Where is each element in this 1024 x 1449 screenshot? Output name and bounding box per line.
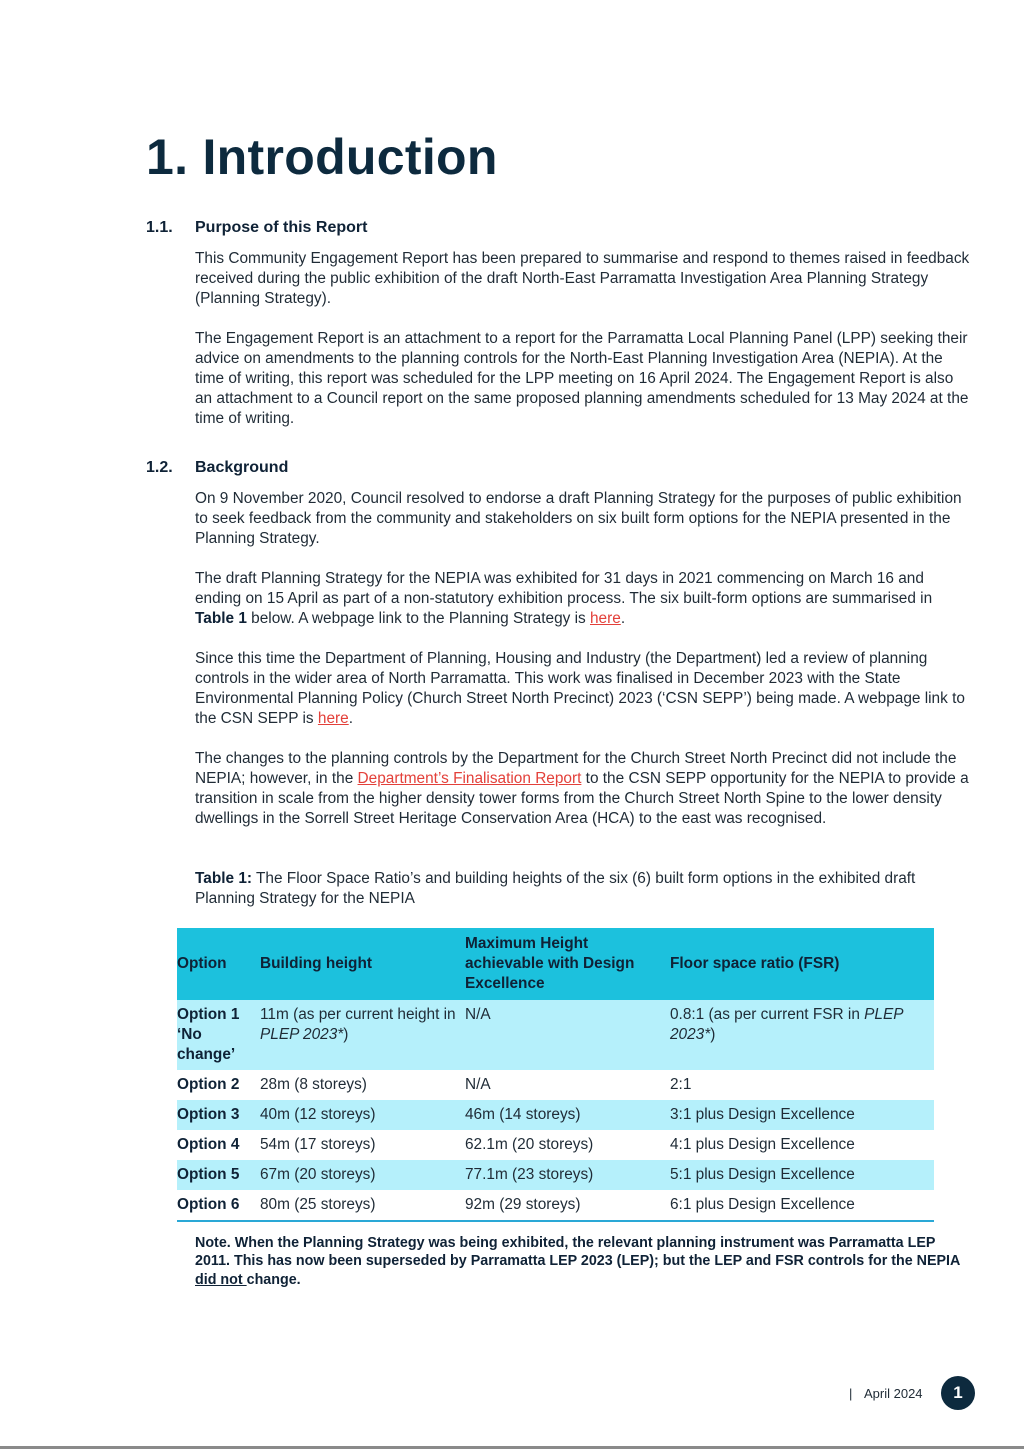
csn-sepp-link[interactable]: here <box>317 709 349 727</box>
header-fsr: Floor space ratio (FSR) <box>670 928 934 1000</box>
footer-separator: | <box>849 1386 853 1401</box>
table-row <box>177 1130 934 1160</box>
page-number-badge: 1 <box>941 1376 975 1410</box>
background-paragraph-1: On 9 November 2020, Council resolved to endorse a draft Planning Strategy for the purposes of public exhibition to seek feedback from the community and stakeholders on six built form options for the NEPIA presented in the Planning Strategy. <box>195 490 962 547</box>
option-cell: Option 2 <box>177 1076 240 1093</box>
option-cell: Option 3 <box>177 1100 260 1130</box>
background-paragraph-4: The changes to the planning controls by the Department for the Church Street North Precinct did not include the NEPIA; however, in the Department’s Finalisation Report to the CSN SEPP opportunity for the NEPIA to provide a transition in scale from the higher density tower forms from the Church Street North Spine to the lower density dwellings in the Sorrell Street Heritage Conservation Area (HCA) to the east was recognised. <box>195 750 969 827</box>
option-cell: Option 1 ‘No change’ <box>177 1000 260 1070</box>
building-height-cell: 11m (as per current height in PLEP 2023*) <box>260 1000 465 1070</box>
purpose-paragraph-2: The Engagement Report is an attachment to a report for the Parramatta Local Planning Panel (LPP) seeking their advice on amendments to the planning controls for the North-East Planning Investigation Area (NEPIA). At the time of writing, this report was scheduled for the LPP meeting on 16 April 2024. The Engagement Report is also an attachment to a Council report on the same proposed planning amendments scheduled for 13 May 2024 at the time of writing. <box>195 330 969 427</box>
fsr-cell: 3:1 plus Design Excellence <box>670 1100 934 1130</box>
table-row <box>177 1190 934 1221</box>
option-cell: Option 6 <box>177 1190 260 1221</box>
table-row <box>177 1100 934 1130</box>
max-height-cell: 46m (14 storeys) <box>465 1100 670 1130</box>
building-height-cell: 80m (25 storeys) <box>260 1190 465 1221</box>
max-height-cell: 62.1m (20 storeys) <box>465 1136 594 1153</box>
header-building-height: Building height <box>260 928 465 1000</box>
option-cell: Option 5 <box>177 1160 260 1190</box>
page-title: 1. Introduction <box>146 129 498 185</box>
section-title-purpose: Purpose of this Report <box>195 219 368 236</box>
building-height-cell: 40m (12 storeys) <box>260 1100 465 1130</box>
building-height-cell: 28m (8 storeys) <box>260 1076 367 1093</box>
max-height-cell: N/A <box>465 1000 670 1070</box>
section-title-background: Background <box>195 459 289 476</box>
max-height-cell: N/A <box>465 1076 491 1093</box>
max-height-cell: 77.1m (23 storeys) <box>465 1160 670 1190</box>
fsr-cell: 5:1 plus Design Excellence <box>670 1160 934 1190</box>
background-paragraph-2: The draft Planning Strategy for the NEPIA was exhibited for 31 days in 2021 commencing on March 16 and ending on 15 April as part of a non-statutory exhibition process. The six built-form options are summarised in Table 1 below. A webpage link to the Planning Strategy is here. <box>195 570 933 627</box>
fsr-cell: 0.8:1 (as per current FSR in PLEP 2023*) <box>670 1000 934 1070</box>
section-number-purpose: 1.1. <box>146 219 173 236</box>
fsr-cell: 4:1 plus Design Excellence <box>670 1136 855 1153</box>
building-height-cell: 54m (17 storeys) <box>260 1136 376 1153</box>
table-header-row <box>177 928 934 1000</box>
table-caption-label: Table 1: <box>195 870 253 887</box>
header-max-height: Maximum Height achievable with Design Excellence <box>465 928 670 1000</box>
table-note: Note. When the Planning Strategy was being exhibited, the relevant planning instrument was Parramatta LEP 2011. This has now been superseded by Parramatta LEP 2023 (LEP); but the LEP and FSR controls for the NEPIA did not change. <box>195 1235 960 1288</box>
purpose-paragraph-1: This Community Engagement Report has been prepared to summarise and respond to themes raised in feedback received during the public exhibition of the draft North-East Parramatta Investigation Area Planning Strategy (Planning Strategy). <box>195 250 970 307</box>
table-row <box>177 1000 934 1070</box>
footer-date: April 2024 <box>864 1386 923 1401</box>
section-number-background: 1.2. <box>146 459 173 476</box>
fsr-cell: 2:1 <box>670 1076 692 1093</box>
building-height-cell: 67m (20 storeys) <box>260 1160 465 1190</box>
table-reference: Table 1 <box>195 609 247 627</box>
table-caption: Table 1: The Floor Space Ratio’s and building heights of the six (6) built form options in the exhibited draft Planning Strategy for the NEPIA <box>195 870 916 907</box>
table-row <box>177 1160 934 1190</box>
finalisation-report-link[interactable]: Department’s Finalisation Report <box>357 769 582 787</box>
table-row <box>177 1070 934 1100</box>
options-table <box>177 928 934 1222</box>
background-paragraph-3: Since this time the Department of Planning, Housing and Industry (the Department) led a review of planning controls in the wider area of North Parramatta. This work was finalised in December 2023 with the State Environmental Planning Policy (Church Street North Precinct) 2023 (‘CSN SEPP’) being made. A webpage link to the CSN SEPP is here. <box>195 650 965 727</box>
option-cell: Option 4 <box>177 1136 240 1153</box>
fsr-cell: 6:1 plus Design Excellence <box>670 1190 934 1221</box>
planning-strategy-link[interactable]: here <box>590 609 621 627</box>
max-height-cell: 92m (29 storeys) <box>465 1190 670 1221</box>
header-option: Option <box>177 928 260 1000</box>
